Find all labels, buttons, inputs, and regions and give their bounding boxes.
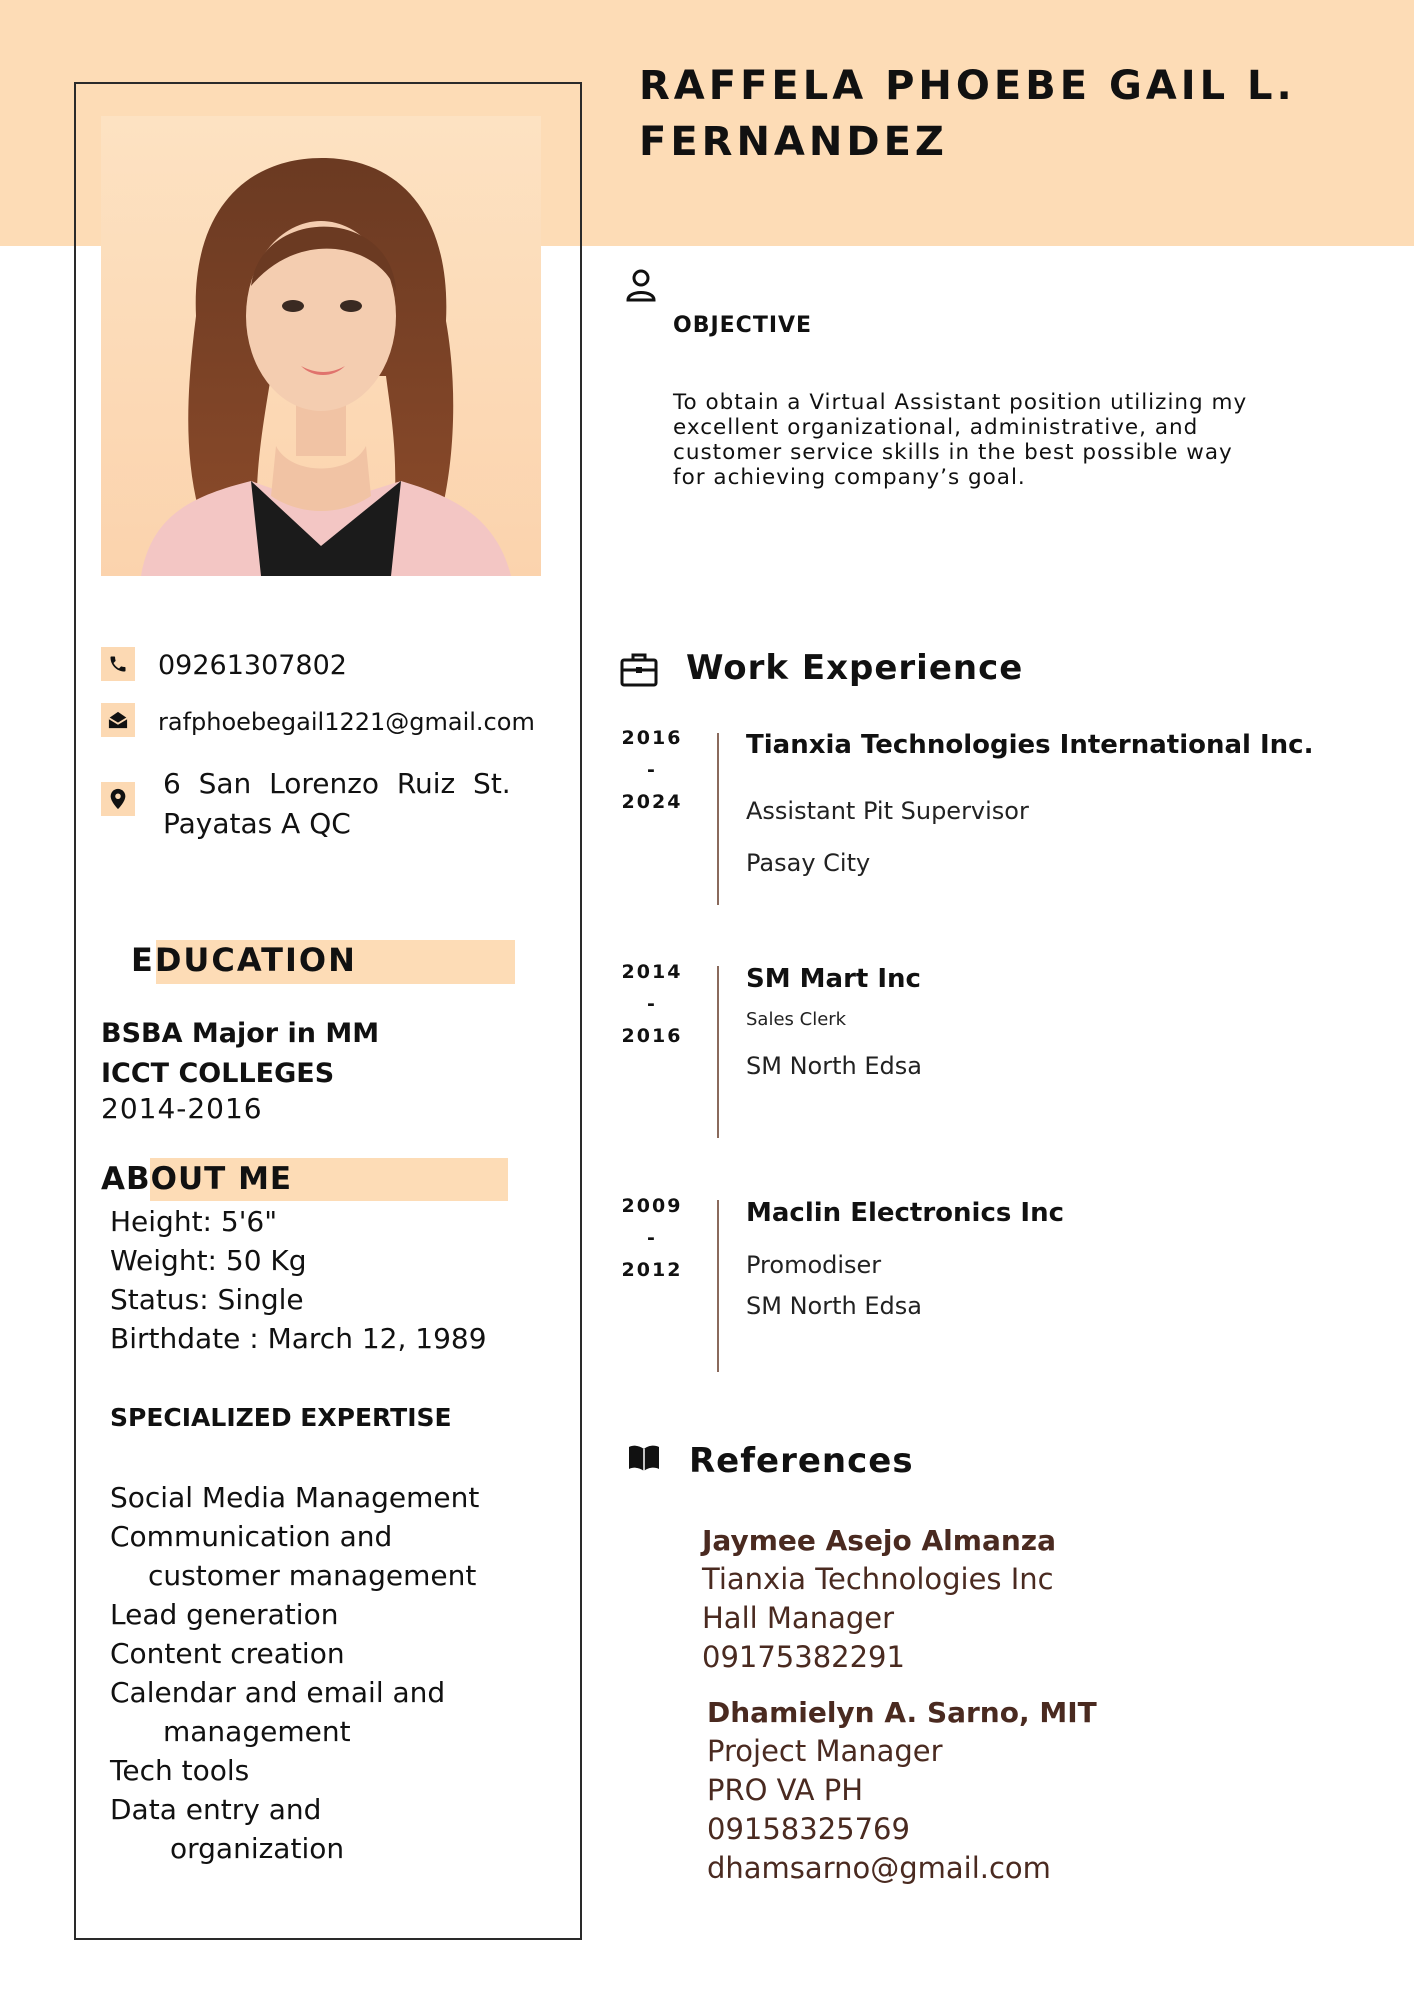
reference-name: Dhamielyn A. Sarno, MIT [707,1696,1097,1729]
education-degree: BSBA Major in MM [101,1018,380,1049]
reference-email[interactable]: dhamsarno@gmail.com [707,1851,1051,1885]
education-years: 2014-2016 [101,1092,263,1125]
location-pin-icon [101,782,135,816]
reference-detail: Hall Manager [702,1601,895,1635]
address-line-1: 6 San Lorenzo Ruiz St. [163,767,511,800]
job-end-year: 2012 [621,1259,683,1281]
about-title: ABOUT ME [101,1161,293,1197]
phone-icon [101,647,135,681]
job-role: Assistant Pit Supervisor [746,797,1029,825]
expertise-item: Calendar and email and [110,1676,446,1709]
expertise-title: SPECIALIZED EXPERTISE [110,1403,452,1432]
phone-number[interactable]: 09261307802 [158,650,347,681]
expertise-item-continued: management [163,1715,351,1748]
job-years [617,722,687,818]
name-line-2: FERNANDEZ [639,119,948,165]
job-company: Tianxia Technologies International Inc. [746,730,1314,760]
job-company: Maclin Electronics Inc [746,1198,1065,1228]
job-years [617,1190,687,1286]
address-line-2: Payatas A QC [163,807,351,840]
expertise-item-continued: organization [170,1832,345,1865]
expertise-item: Tech tools [110,1754,250,1787]
work-title: Work Experience [686,648,1024,688]
reference-detail: PRO VA PH [707,1773,864,1807]
reference-name: Jaymee Asejo Almanza [702,1524,1056,1557]
job-year-separator: - [647,759,657,781]
profile-photo [101,116,541,576]
objective-title: OBJECTIVE [673,313,813,338]
about-status: Status: Single [110,1283,304,1316]
job-end-year: 2016 [621,1025,683,1047]
education-title: EDUCATION [131,941,357,979]
reference-detail: Tianxia Technologies Inc [702,1562,1054,1596]
expertise-item: Content creation [110,1637,345,1670]
person-icon [625,268,657,306]
job-years [617,956,687,1052]
expertise-item: Data entry and [110,1793,322,1826]
job-location: SM North Edsa [746,1052,922,1080]
expertise-item-continued: customer management [148,1559,477,1592]
mail-icon [101,703,135,737]
education-school: ICCT COLLEGES [101,1058,335,1089]
portrait-illustration [101,116,541,576]
job-location: Pasay City [746,849,871,877]
objective-text: To obtain a Virtual Assistant position utilizing my excellent organizational, administrative, and customer service skills in the best possible way for achieving company’s goal. [673,390,1248,490]
job-start-year: 2009 [621,1195,683,1217]
job-start-year: 2014 [621,961,683,983]
job-role: Promodiser [746,1251,882,1279]
job-location: SM North Edsa [746,1292,922,1320]
email-address[interactable]: rafphoebegail1221@gmail.com [158,708,535,736]
job-role: Sales Clerk [746,1009,847,1030]
job-start-year: 2016 [621,727,683,749]
job-year-separator: - [647,993,657,1015]
address [163,764,511,844]
timeline-line [717,733,719,905]
briefcase-icon [620,651,658,691]
about-weight: Weight: 50 Kg [110,1244,307,1277]
job-year-separator: - [647,1227,657,1249]
expertise-item: Communication and [110,1520,393,1553]
about-birthdate: Birthdate : March 12, 1989 [110,1322,487,1355]
timeline-line [717,1200,719,1372]
book-icon [627,1443,661,1477]
expertise-item: Social Media Management [110,1481,480,1514]
timeline-line [717,966,719,1138]
job-company: SM Mart Inc [746,964,921,994]
reference-phone[interactable]: 09158325769 [707,1812,910,1846]
name-line-1: RAFFELA PHOEBE GAIL L. [639,63,1296,109]
expertise-item: Lead generation [110,1598,339,1631]
job-end-year: 2024 [621,791,683,813]
candidate-name [639,58,1359,170]
reference-detail: Project Manager [707,1734,943,1768]
references-title: References [689,1441,914,1481]
reference-phone[interactable]: 09175382291 [702,1640,905,1674]
about-height: Height: 5'6" [110,1205,278,1238]
